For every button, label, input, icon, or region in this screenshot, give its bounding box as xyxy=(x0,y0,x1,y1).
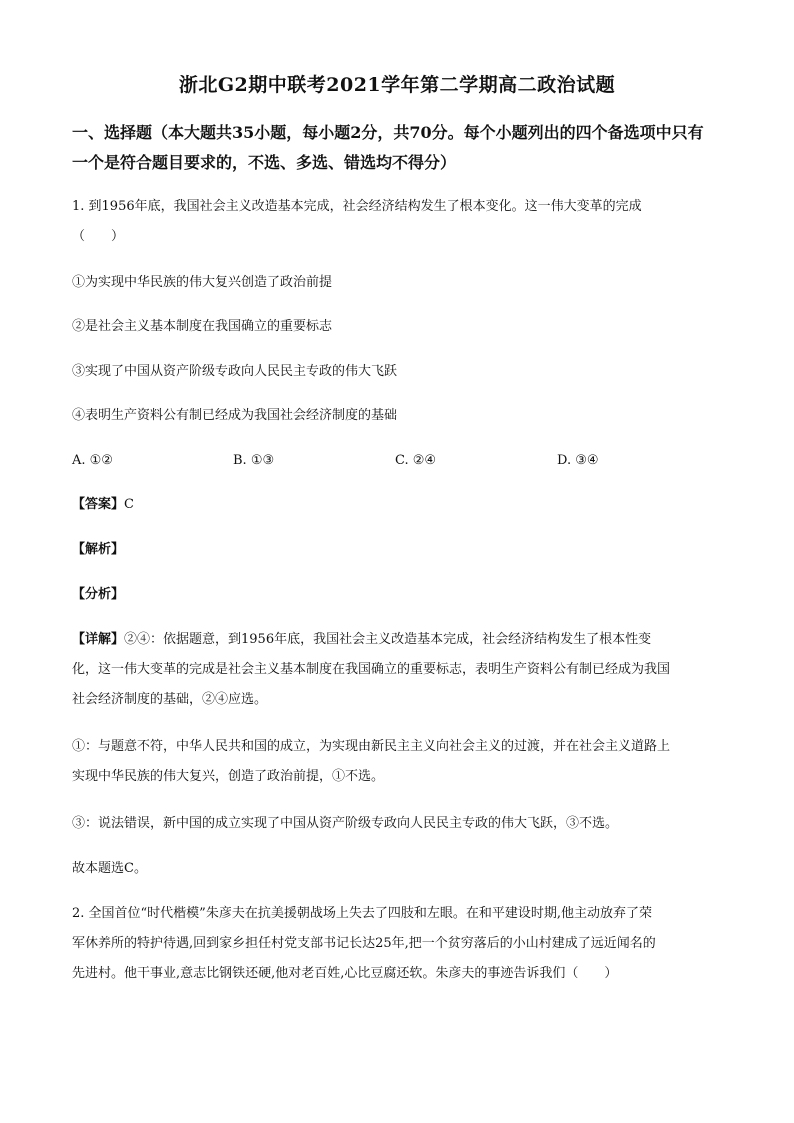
section-heading-line-1: 一、选择题（本大题共35小题，每小题2分，共70分。每个小题列出的四个备选项中只有 xyxy=(72,123,704,142)
q1-stem-line-1: 1. 到1956年底，我国社会主义改造基本完成，社会经济结构发生了根本变化。这一伟大变革的完成 xyxy=(72,199,642,214)
q1-item-1: ①为实现中华民族的伟大复兴创造了政治前提 xyxy=(72,275,333,290)
q1-item-4: ④表明生产资料公有制已经成为我国社会经济制度的基础 xyxy=(72,408,398,423)
q1-option-d: D. ③④ xyxy=(557,453,599,468)
page-title: 浙北G2期中联考2021学年第二学期高二政治试题 xyxy=(178,74,616,96)
detail-tag: 【详解】 xyxy=(72,632,125,647)
note-1-line-2: 实现中华民族的伟大复兴，创造了政治前提，①不选。 xyxy=(72,769,385,784)
section-heading xyxy=(72,118,722,178)
detail-line-1 xyxy=(72,630,722,650)
q1-stem-line-2: （ ） xyxy=(72,229,125,244)
answer-tag: 【答案】 xyxy=(72,497,125,512)
fenxi-tag: 【分析】 xyxy=(72,587,125,602)
q2-stem-line-3: 先进村。他干事业,意志比钢铁还硬,他对老百姓,心比豆腐还软。朱彦夫的事迹告诉我们（ ） xyxy=(72,966,618,981)
q1-option-c: C. ②④ xyxy=(395,453,437,468)
q1-option-b: B. ①③ xyxy=(233,453,275,468)
detail-text-1: ②④：依据题意，到1956年底，我国社会主义改造基本完成，社会经济结构发生了根本性变 xyxy=(124,632,652,647)
q1-option-a: A. ①② xyxy=(72,453,113,468)
q1-item-3: ③实现了中国从资产阶级专政向人民民主专政的伟大飞跃 xyxy=(72,364,398,379)
note-3: ③：说法错误，新中国的成立实现了中国从资产阶级专政向人民民主专政的伟大飞跃，③不选。 xyxy=(72,816,619,831)
q2-stem-line-1: 2. 全国首位“时代楷模”朱彦夫在抗美援朝战场上失去了四肢和左眼。在和平建设时期,他主动放弃了荣 xyxy=(72,906,652,921)
detail-line-3: 社会经济制度的基础，②④应选。 xyxy=(72,692,268,707)
q1-answer xyxy=(72,495,722,515)
detail-line-2: 化，这一伟大变革的完成是社会主义基本制度在我国确立的重要标志，表明生产资料公有制已经成为我国 xyxy=(72,662,671,677)
q1-conclusion: 故本题选C。 xyxy=(72,861,147,876)
q2-stem-line-2: 军休养所的特护待遇,回到家乡担任村党支部书记长达25年,把一个贫穷落后的小山村建成了远近闻名的 xyxy=(72,936,656,951)
q1-item-2: ②是社会主义基本制度在我国确立的重要标志 xyxy=(72,319,333,334)
answer-value: C xyxy=(124,497,134,512)
analysis-tag: 【解析】 xyxy=(72,542,125,557)
note-1-line-1: ①：与题意不符，中华人民共和国的成立，为实现由新民主主义向社会主义的过渡，并在社会主义道路上 xyxy=(72,739,671,754)
section-heading-line-2: 一个是符合题目要求的，不选、多选、错选均不得分） xyxy=(72,153,457,172)
